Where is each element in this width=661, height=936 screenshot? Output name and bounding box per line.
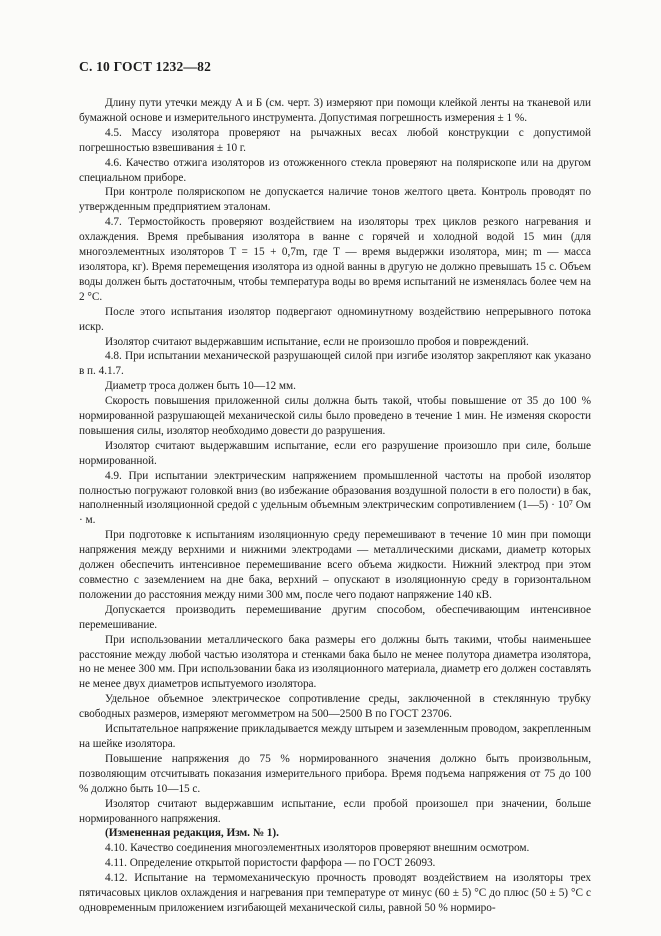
paragraph: Скорость повышения приложенной силы должна быть такой, чтобы повышение от 35 до 100 % нормированной разрушающей механической силы было проведено в течение 1 мин. Не изменяя скорости повышения силы, изолятор необходимо довести до разрушения. <box>79 395 591 437</box>
amendment-note: (Измененная редакция, Изм. № 1). <box>105 827 279 840</box>
paragraph: 4.5. Массу изолятора проверяют на рычажных весах любой конструкции с допустимой погрешностью взвешивания ± 10 г. <box>79 126 591 154</box>
paragraph: Изолятор считают выдержавшим испытание, если пробой произошел при значении, больше нормированного напряжения. <box>79 797 591 825</box>
document-body <box>79 96 591 916</box>
paragraph: 4.12. Испытание на термомеханическую прочность проводят воздействием на изоляторы трех пятичасовых циклов охлаждения и нагревания при температуре от минус (60 ± 5) °С до плюс (50 ± 5) °С с одновременным приложением изгибающей механической силы, равной 50 % нормиро- <box>79 872 591 914</box>
paragraph: При подготовке к испытаниям изоляционную среду перемешивают в течение 10 мин при помощи напряжения между верхними и нижними электродами — металлическими дисками, диаметр которых должен обеспечить интенсивное перемешивание всего объема жидкости. Нижний электрод при этом совместно с заземлением на дне бака, верхний – опускают в изоляционную среду в горизонтальном положении до расстояния между ними 300 мм, после чего подают напряжение 140 кВ. <box>79 529 591 601</box>
paragraph: 4.9. При испытании электрическим напряжением промышленной частоты на пробой изолятор полностью погружают головкой вниз (во избежание образования воздушной полости в его полости) в бак, наполненный изоляционной средой с удельным объемным электрическим сопротивлением (1—5) · 10⁷ Ом · м. <box>79 469 591 527</box>
paragraph: Изолятор считают выдержавшим испытание, если его разрушение произошло при силе, больше нормированной. <box>79 439 591 467</box>
paragraph: 4.7. Термостойкость проверяют воздействием на изоляторы трех циклов резкого нагревания и охлаждения. Время пребывания изолятора в ванне с горячей и холодной водой 15 мин (для многоэлементных изоляторов T = 15 + 0,7m, где T — время выдержки изолятора, мин; m — масса изолятора, кг). Время перемещения изолятора из одной ванны в другую не должно превышать 15 с. Объем воды должен быть достаточным, чтобы температура воды во время испытаний не изменялась более чем на 2 °С. <box>79 216 591 303</box>
paragraph: 4.8. При испытании механической разрушающей силой при изгибе изолятор закрепляют как указано в п. 4.1.7. <box>79 350 591 378</box>
paragraph: 4.10. Качество соединения многоэлементных изоляторов проверяют внешним осмотром. <box>105 842 530 855</box>
paragraph: 4.6. Качество отжига изоляторов из отожженного стекла проверяют на полярископе или на другом специальном приборе. <box>79 156 591 184</box>
paragraph: При использовании металлического бака размеры его должны быть такими, чтобы наименьшее расстояние между любой частью изолятора и стенками бака было не менее полутора диаметра изолятора, но не менее 300 мм. При использовании бака из изоляционного материала, диаметр его должен составлять не менее двух диаметров испытуемого изолятора. <box>79 633 591 691</box>
paragraph: Длину пути утечки между А и Б (см. черт. 3) измеряют при помощи клейкой ленты на тканевой или бумажной основе и измерительного инструмента. Допустимая погрешность измерения ± 1 %. <box>79 97 591 124</box>
paragraph: Испытательное напряжение прикладывается между штырем и заземленным проводом, закрепленным на шейке изолятора. <box>79 723 591 750</box>
paragraph: Изолятор считают выдержавшим испытание, если не произошло пробоя и повреждений. <box>105 335 529 348</box>
paragraph: Удельное объемное электрическое сопротивление среды, заключенной в стеклянную трубку свободных размеров, измеряют мегомметром на 500—2500 В по ГОСТ 23706. <box>79 693 591 721</box>
paragraph: Диаметр троса должен быть 10—12 мм. <box>105 380 296 393</box>
paragraph: После этого испытания изолятор подвергают одноминутному воздействию непрерывного потока искр. <box>79 305 591 333</box>
paragraph: При контроле полярископом не допускается наличие тонов желтого цвета. Контроль проводят по утвержденным предприятием эталонам. <box>79 186 591 214</box>
paragraph: 4.11. Определение открытой пористости фарфора — по ГОСТ 26093. <box>105 857 436 870</box>
page-header: С. 10 ГОСТ 1232—82 <box>79 59 212 74</box>
paragraph: Повышение напряжения до 75 % нормированного значения должно быть произвольным, позволяющим отсчитывать показания измерительного прибора. Время подъема напряжения от 75 до 100 % должно быть 10—15 с. <box>79 752 591 795</box>
paragraph: Допускается производить перемешивание другим способом, обеспечивающим интенсивное перемешивание. <box>79 603 591 631</box>
